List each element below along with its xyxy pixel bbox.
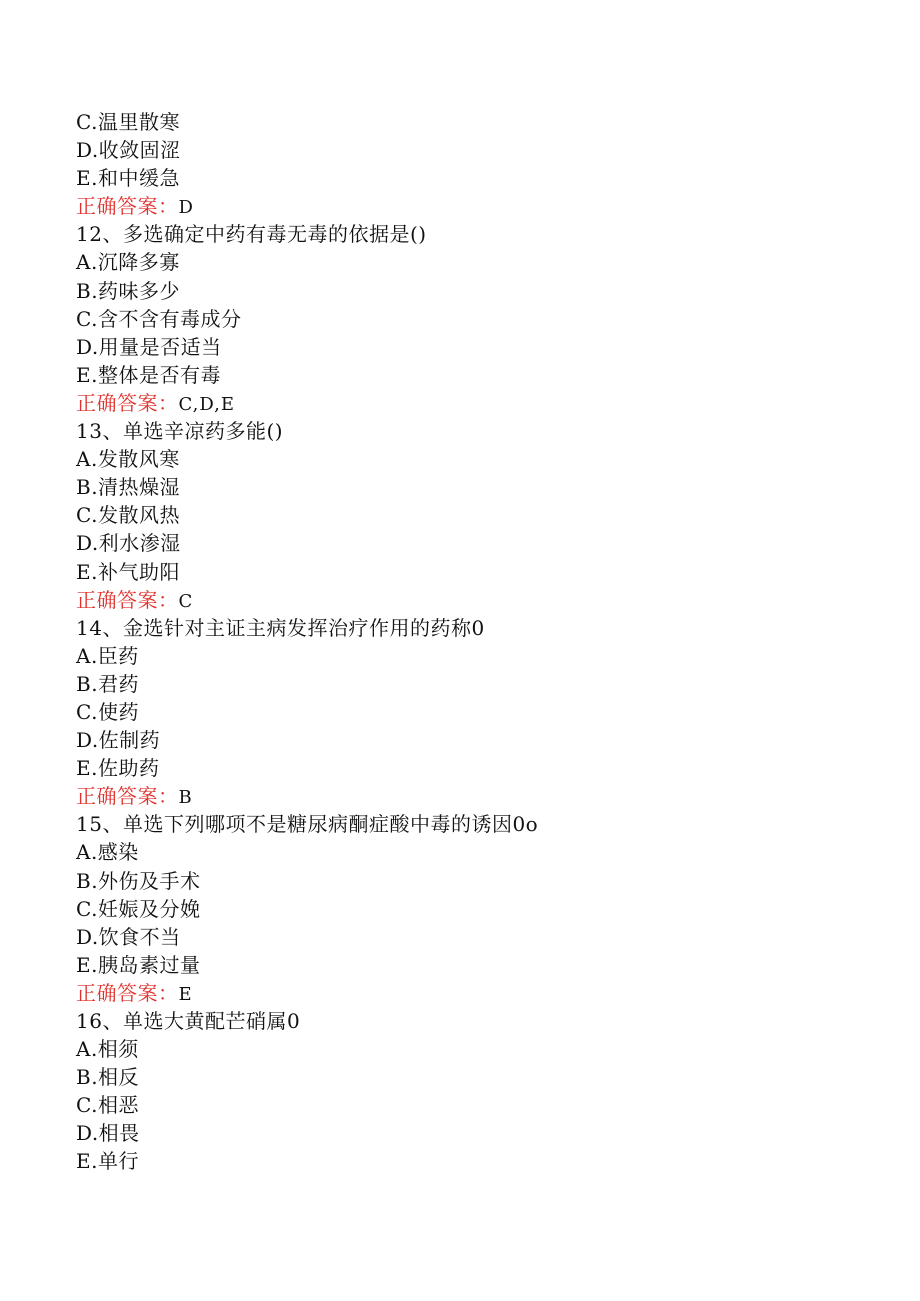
answer-line bbox=[76, 782, 876, 810]
option-line: D.相畏 bbox=[76, 1121, 140, 1146]
answer-label: 正确答案： bbox=[76, 390, 179, 415]
answer-line bbox=[76, 586, 876, 614]
option-line: E.胰岛素过量 bbox=[76, 952, 201, 977]
option-line: D.利水渗湿 bbox=[76, 531, 181, 556]
question-stem: 14、金选针对主证主病发挥治疗作用的药称0 bbox=[76, 615, 485, 640]
answer-line bbox=[76, 192, 876, 220]
option-line: B.药味多少 bbox=[76, 278, 181, 303]
option-line: B.相反 bbox=[76, 1065, 140, 1090]
option-line: A.发散风寒 bbox=[76, 447, 180, 472]
option-line: D.收敛固涩 bbox=[76, 138, 181, 163]
option-line: D.佐制药 bbox=[76, 728, 161, 753]
question-list bbox=[76, 108, 876, 1176]
question-stem: 15、单选下列哪项不是糖尿病酮症酸中毒的诱因0o bbox=[76, 812, 539, 837]
option-line: B.外伤及手术 bbox=[76, 868, 201, 893]
option-line: D.饮食不当 bbox=[76, 924, 181, 949]
answer-line bbox=[76, 979, 876, 1007]
option-line: A.感染 bbox=[76, 840, 139, 865]
answer-value: C bbox=[178, 590, 194, 612]
option-line: C.妊娠及分娩 bbox=[76, 896, 201, 921]
option-line: C.发散风热 bbox=[76, 503, 180, 528]
answer-value: C,D,E bbox=[178, 393, 236, 415]
option-line: B.清热燥湿 bbox=[76, 475, 181, 500]
option-line: E.和中缓急 bbox=[76, 166, 180, 191]
option-line: A.沉降多寡 bbox=[76, 250, 180, 275]
option-line: A.相须 bbox=[76, 1037, 139, 1062]
answer-value: B bbox=[178, 787, 193, 809]
option-line: E.单行 bbox=[76, 1149, 139, 1174]
question-stem: 16、单选大黄配芒硝属0 bbox=[76, 1009, 301, 1033]
question-stem: 13、单选辛凉药多能() bbox=[76, 419, 284, 444]
option-line: C.温里散寒 bbox=[76, 110, 180, 134]
option-line: C.含不含有毒成分 bbox=[76, 306, 242, 331]
answer-line bbox=[76, 389, 876, 417]
answer-label: 正确答案： bbox=[76, 194, 179, 219]
option-line: D.用量是否适当 bbox=[76, 334, 222, 359]
option-line: E.佐助药 bbox=[76, 756, 160, 781]
option-line: B.君药 bbox=[76, 671, 140, 696]
option-line: A.臣药 bbox=[76, 643, 139, 668]
option-line: C.相恶 bbox=[76, 1093, 139, 1118]
question-stem: 12、多选确定中药有毒无毒的依据是() bbox=[76, 222, 427, 247]
answer-label: 正确答案： bbox=[76, 784, 179, 809]
answer-label: 正确答案： bbox=[76, 980, 179, 1005]
answer-value: E bbox=[178, 983, 193, 1005]
answer-label: 正确答案： bbox=[76, 587, 179, 612]
answer-value: D bbox=[178, 197, 194, 219]
option-line: E.补气助阳 bbox=[76, 559, 180, 584]
option-line: C.使药 bbox=[76, 699, 139, 724]
option-line: E.整体是否有毒 bbox=[76, 362, 221, 387]
